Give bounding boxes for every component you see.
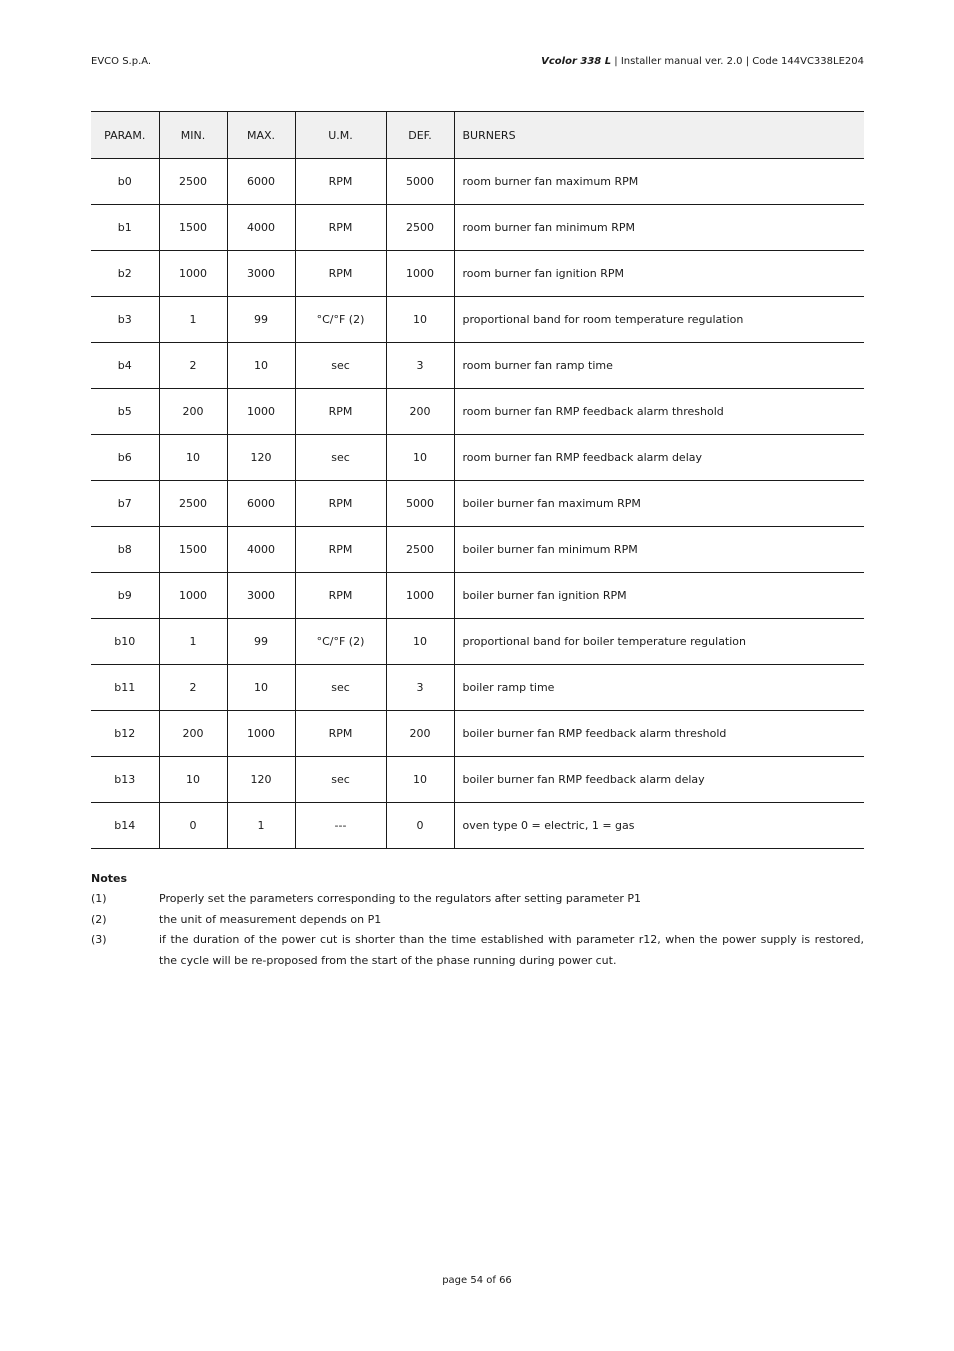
param-cell: b6 <box>91 435 159 481</box>
table-row <box>91 389 864 435</box>
table-row <box>91 435 864 481</box>
note-number: (1) <box>91 892 107 905</box>
max-cell: 1000 <box>227 711 295 757</box>
max-cell: 3000 <box>227 573 295 619</box>
max-cell: 120 <box>227 435 295 481</box>
min-cell: 1 <box>159 297 227 343</box>
col-header-param: PARAM. <box>91 112 159 159</box>
max-cell: 1 <box>227 803 295 849</box>
param-cell: b0 <box>91 159 159 205</box>
def-cell: 2500 <box>386 527 454 573</box>
max-cell: 10 <box>227 343 295 389</box>
max-cell: 99 <box>227 619 295 665</box>
min-cell: 1500 <box>159 527 227 573</box>
table-row <box>91 711 864 757</box>
description-cell: proportional band for room temperature regulation <box>454 297 864 343</box>
col-header-um: U.M. <box>295 112 386 159</box>
param-cell: b1 <box>91 205 159 251</box>
min-cell: 1000 <box>159 251 227 297</box>
company-name: EVCO S.p.A. <box>91 56 152 67</box>
param-cell: b13 <box>91 757 159 803</box>
min-cell: 200 <box>159 711 227 757</box>
table-row <box>91 527 864 573</box>
table-row <box>91 159 864 205</box>
description-cell: oven type 0 = electric, 1 = gas <box>454 803 864 849</box>
max-cell: 6000 <box>227 159 295 205</box>
col-header-burners: BURNERS <box>454 112 864 159</box>
min-cell: 2500 <box>159 481 227 527</box>
param-cell: b4 <box>91 343 159 389</box>
param-cell: b8 <box>91 527 159 573</box>
um-cell: RPM <box>295 389 386 435</box>
max-cell: 3000 <box>227 251 295 297</box>
note-number: (3) <box>91 933 107 946</box>
note-text: if the duration of the power cut is shorter than the time established with parameter r12, when the power supply is restored, the cycle will be re-proposed from the start of the phase running during power cut. <box>159 933 864 967</box>
table-row <box>91 297 864 343</box>
um-cell: --- <box>295 803 386 849</box>
param-cell: b11 <box>91 665 159 711</box>
min-cell: 2 <box>159 343 227 389</box>
min-cell: 1500 <box>159 205 227 251</box>
min-cell: 200 <box>159 389 227 435</box>
param-cell: b12 <box>91 711 159 757</box>
um-cell: RPM <box>295 711 386 757</box>
min-cell: 2500 <box>159 159 227 205</box>
um-cell: °C/°F (2) <box>295 619 386 665</box>
notes-section <box>91 872 864 971</box>
um-cell: sec <box>295 665 386 711</box>
manual-info: | Installer manual ver. 2.0 | Code 144VC338LE204 <box>611 56 864 67</box>
description-cell: boiler burner fan maximum RPM <box>454 481 864 527</box>
note-item <box>91 910 864 931</box>
min-cell: 0 <box>159 803 227 849</box>
param-cell: b7 <box>91 481 159 527</box>
description-cell: room burner fan ignition RPM <box>454 251 864 297</box>
product-name: Vcolor 338 L <box>541 56 612 67</box>
min-cell: 2 <box>159 665 227 711</box>
def-cell: 200 <box>386 389 454 435</box>
max-cell: 4000 <box>227 205 295 251</box>
um-cell: RPM <box>295 159 386 205</box>
def-cell: 10 <box>386 757 454 803</box>
page-number: page 54 of 66 <box>442 1275 512 1286</box>
description-cell: boiler burner fan ignition RPM <box>454 573 864 619</box>
notes-title: Notes <box>91 872 128 885</box>
note-text: Properly set the parameters corresponding to the regulators after setting parameter P1 <box>159 892 642 905</box>
def-cell: 1000 <box>386 251 454 297</box>
description-cell: boiler burner fan RMP feedback alarm threshold <box>454 711 864 757</box>
param-cell: b9 <box>91 573 159 619</box>
um-cell: RPM <box>295 251 386 297</box>
min-cell: 10 <box>159 435 227 481</box>
def-cell: 1000 <box>386 573 454 619</box>
min-cell: 1 <box>159 619 227 665</box>
def-cell: 0 <box>386 803 454 849</box>
um-cell: RPM <box>295 205 386 251</box>
um-cell: RPM <box>295 527 386 573</box>
max-cell: 6000 <box>227 481 295 527</box>
max-cell: 4000 <box>227 527 295 573</box>
col-header-def: DEF. <box>386 112 454 159</box>
table-row <box>91 619 864 665</box>
um-cell: sec <box>295 435 386 481</box>
note-number: (2) <box>91 912 107 926</box>
max-cell: 120 <box>227 757 295 803</box>
def-cell: 2500 <box>386 205 454 251</box>
description-cell: room burner fan ramp time <box>454 343 864 389</box>
def-cell: 10 <box>386 619 454 665</box>
param-cell: b5 <box>91 389 159 435</box>
description-cell: room burner fan RMP feedback alarm threshold <box>454 389 864 435</box>
note-item <box>91 889 864 910</box>
table-header-row <box>91 112 864 159</box>
description-cell: room burner fan RMP feedback alarm delay <box>454 435 864 481</box>
table-row <box>91 803 864 849</box>
um-cell: sec <box>295 757 386 803</box>
table-row <box>91 205 864 251</box>
param-cell: b2 <box>91 251 159 297</box>
max-cell: 1000 <box>227 389 295 435</box>
def-cell: 5000 <box>386 159 454 205</box>
def-cell: 10 <box>386 297 454 343</box>
def-cell: 5000 <box>386 481 454 527</box>
note-item <box>91 930 864 971</box>
table-row <box>91 251 864 297</box>
parameters-table <box>91 111 864 849</box>
um-cell: RPM <box>295 481 386 527</box>
def-cell: 200 <box>386 711 454 757</box>
description-cell: boiler ramp time <box>454 665 864 711</box>
description-cell: boiler burner fan minimum RPM <box>454 527 864 573</box>
table-row <box>91 573 864 619</box>
def-cell: 3 <box>386 665 454 711</box>
min-cell: 10 <box>159 757 227 803</box>
note-text: the unit of measurement depends on P1 <box>159 912 382 926</box>
col-header-min: MIN. <box>159 112 227 159</box>
table-row <box>91 665 864 711</box>
param-cell: b10 <box>91 619 159 665</box>
description-cell: room burner fan minimum RPM <box>454 205 864 251</box>
um-cell: RPM <box>295 573 386 619</box>
param-cell: b14 <box>91 803 159 849</box>
table-body <box>91 159 864 849</box>
um-cell: sec <box>295 343 386 389</box>
max-cell: 10 <box>227 665 295 711</box>
description-cell: room burner fan maximum RPM <box>454 159 864 205</box>
table-row <box>91 343 864 389</box>
col-header-max: MAX. <box>227 112 295 159</box>
table-row <box>91 757 864 803</box>
table-row <box>91 481 864 527</box>
param-cell: b3 <box>91 297 159 343</box>
def-cell: 10 <box>386 435 454 481</box>
description-cell: proportional band for boiler temperature regulation <box>454 619 864 665</box>
max-cell: 99 <box>227 297 295 343</box>
document-header <box>541 56 864 67</box>
min-cell: 1000 <box>159 573 227 619</box>
description-cell: boiler burner fan RMP feedback alarm delay <box>454 757 864 803</box>
um-cell: °C/°F (2) <box>295 297 386 343</box>
def-cell: 3 <box>386 343 454 389</box>
